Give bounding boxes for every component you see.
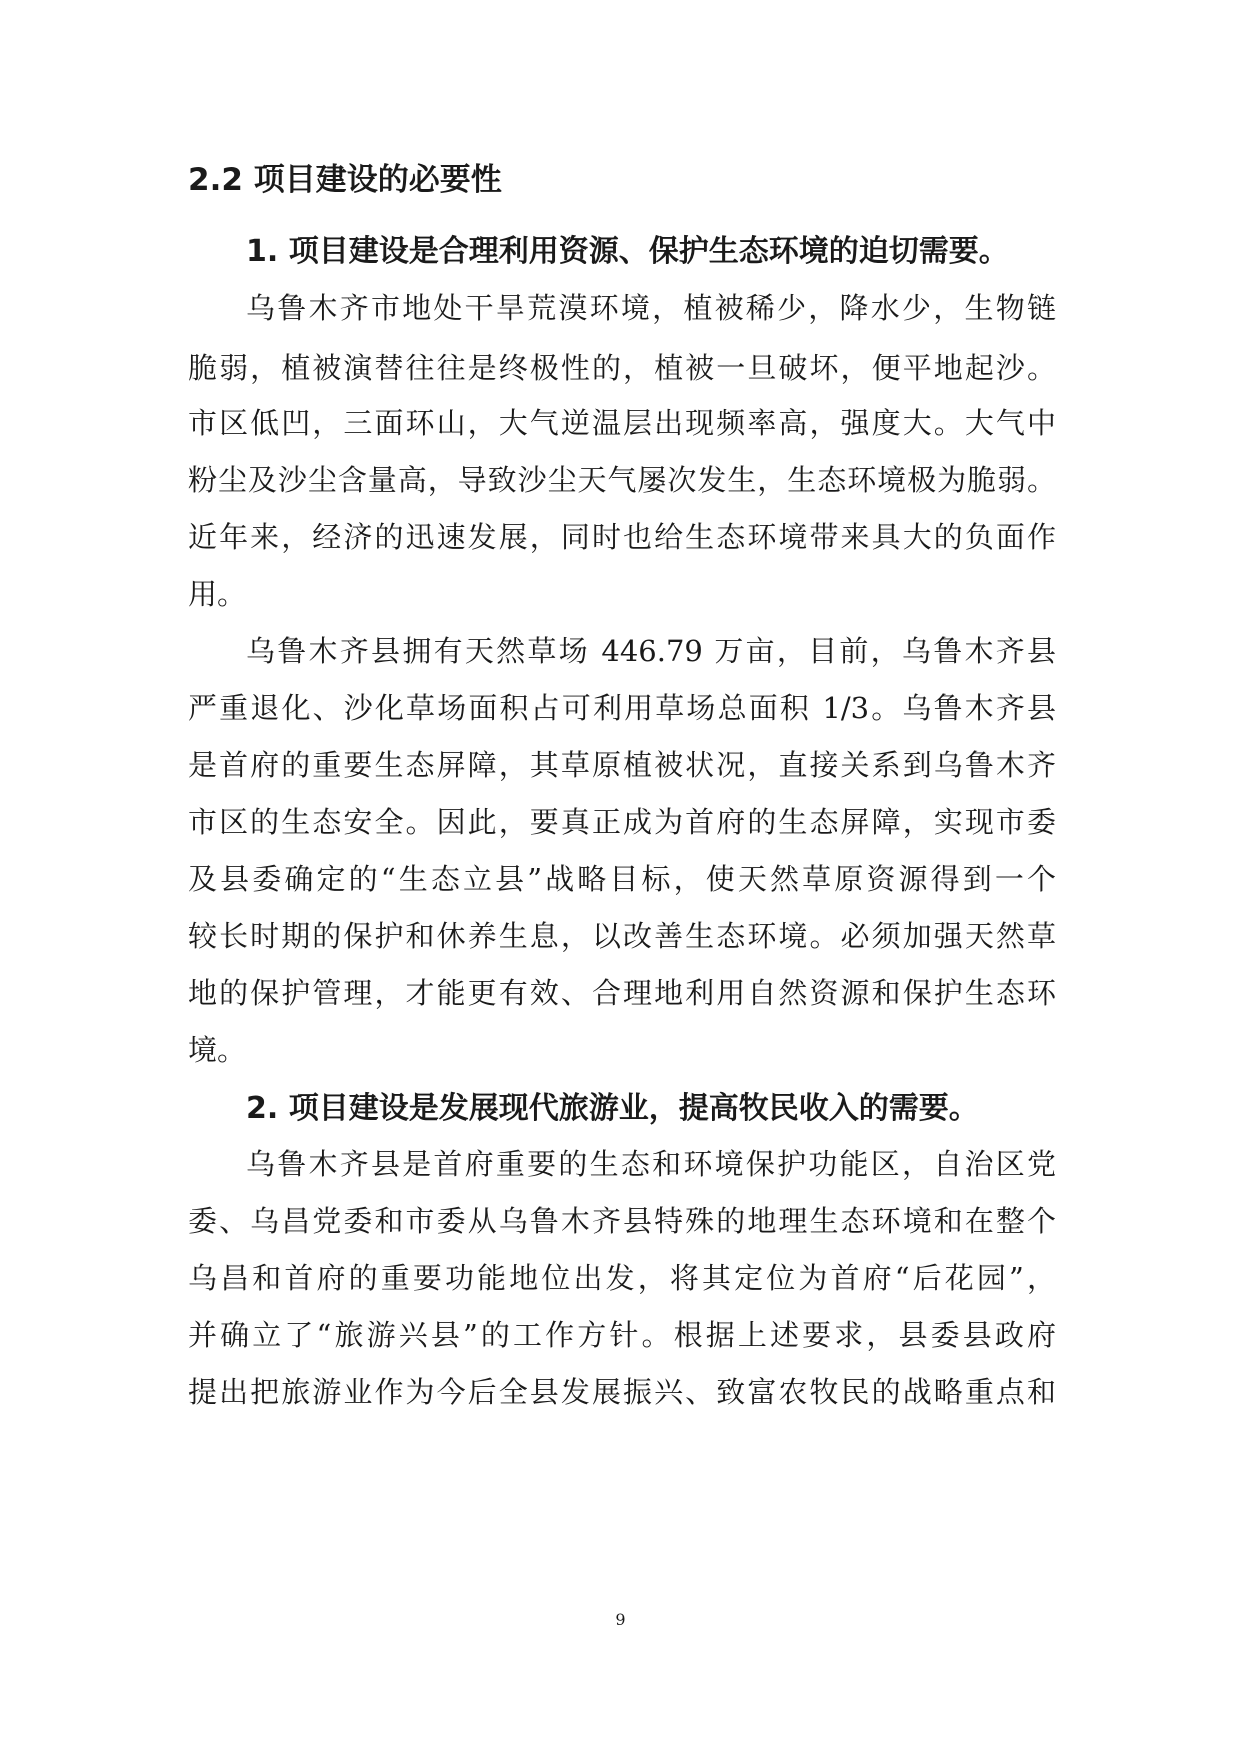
para-1-line: 粉尘及沙尘含量高，导致沙尘天气屡次发生，生态环境极为脆弱。	[188, 463, 1056, 497]
subheading-2: 2. 项目建设是发展现代旅游业，提高牧民收入的需要。	[246, 1091, 979, 1126]
para-1-line: 近年来，经济的迅速发展，同时也给生态环境带来具大的负面作	[188, 520, 1056, 554]
para-2-line: 较长时期的保护和休养生息，以改善生态环境。必须加强天然草	[188, 919, 1056, 953]
para-1-line: 脆弱，植被演替往往是终极性的，植被一旦破坏，便平地起沙。	[188, 351, 1056, 385]
para-2-line: 市区的生态安全。因此，要真正成为首府的生态屏障，实现市委	[188, 805, 1056, 839]
para-2-line: 严重退化、沙化草场面积占可利用草场总面积 1/3。乌鲁木齐县	[188, 691, 1056, 725]
para-3-line: 乌昌和首府的重要功能地位出发，将其定位为首府“后花园”，	[188, 1261, 1056, 1295]
para-3-line: 乌鲁木齐县是首府重要的生态和环境保护功能区，自治区党	[246, 1147, 1056, 1181]
subheading-1: 1. 项目建设是合理利用资源、保护生态环境的迫切需要。	[246, 234, 1009, 269]
para-2-line: 境。	[188, 1033, 247, 1067]
section-title: 2.2 项目建设的必要性	[188, 162, 502, 198]
para-2-line: 及县委确定的“生态立县”战略目标，使天然草原资源得到一个	[188, 862, 1056, 896]
para-2-line: 乌鲁木齐县拥有天然草场 446.79 万亩，目前，乌鲁木齐县	[246, 634, 1056, 668]
para-3-line: 委、乌昌党委和市委从乌鲁木齐县特殊的地理生态环境和在整个	[188, 1204, 1056, 1238]
para-3-line: 并确立了“旅游兴县”的工作方针。根据上述要求，县委县政府	[188, 1318, 1056, 1352]
para-2-line: 是首府的重要生态屏障，其草原植被状况，直接关系到乌鲁木齐	[188, 748, 1056, 782]
para-1-line: 用。	[188, 577, 247, 611]
para-2-line: 地的保护管理，才能更有效、合理地利用自然资源和保护生态环	[188, 976, 1056, 1010]
para-3-line: 提出把旅游业作为今后全县发展振兴、致富农牧民的战略重点和	[188, 1375, 1056, 1409]
para-1-line: 市区低凹，三面环山，大气逆温层出现频率高，强度大。大气中	[188, 406, 1056, 440]
para-1-line: 乌鲁木齐市地处干旱荒漠环境，植被稀少，降水少，生物链	[246, 291, 1056, 325]
page-number: 9	[615, 1610, 626, 1629]
